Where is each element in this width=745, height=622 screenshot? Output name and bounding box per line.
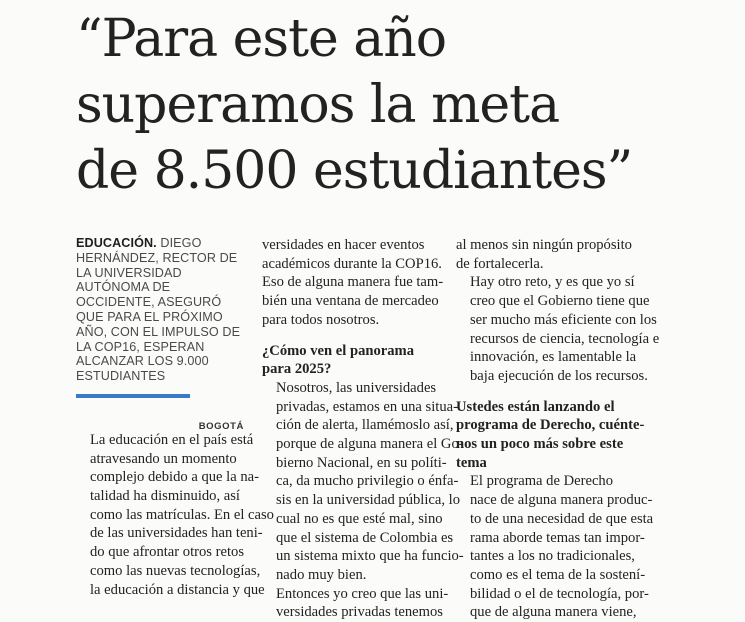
body-paragraph: [262, 585, 449, 622]
headline-line: de 8.500 estudiantes”: [76, 141, 633, 201]
text-line: ser mucho más eficiente con los: [470, 311, 657, 328]
text-line: versidades privadas tenemos: [276, 604, 443, 621]
text-line: cual no es que esté mal, sino: [276, 510, 443, 527]
text-line: al menos sin ningún propósito: [456, 237, 632, 253]
text-line: como las nuevas tecnologías,: [90, 562, 261, 579]
text-line: nado muy bien.: [276, 566, 367, 583]
lead-summary: [76, 236, 244, 384]
text-line: para todos nosotros.: [262, 311, 380, 328]
text-line: bilidad o el de tecnología, por-: [470, 585, 649, 602]
text-line: ca, da mucho privilegio o énfa-: [276, 473, 459, 490]
headline: [76, 6, 736, 204]
text-line: Entonces yo creo que las uni-: [276, 585, 449, 602]
text-line: creo que el Gobierno tiene que: [470, 293, 650, 310]
text-line: bierno Nacional, en su políti-: [276, 454, 447, 471]
text-line: sis en la universidad pública, lo: [276, 492, 461, 509]
text-line: como las matrículas. En el caso: [90, 506, 274, 523]
body-paragraph: [262, 379, 464, 585]
text-line: bién una ventana de mercadeo: [262, 293, 439, 310]
dateline: BOGOTÁ: [198, 420, 244, 432]
text-line: ción de alerta, llamémoslo así,: [276, 417, 454, 434]
text-line: la educación a distancia y que: [90, 581, 265, 598]
text-line: Eso de alguna manera fue tam-: [262, 274, 444, 291]
text-line: to de una necesidad de que esta: [470, 510, 654, 527]
text-line: privadas, estamos en una situa-: [276, 398, 458, 415]
lead-text: DIEGO HERNÁNDEZ, RECTOR DE LA UNIVERSIDAD AUTÓNOMA DE OCCIDENTE, ASEGURÓ QUE PARA EL PRÓXIMO AÑO, CON EL IMPULSO DE LA COP16, ESPERAN ALCANZAR LOS 9.000 ESTUDIANTES: [76, 236, 241, 384]
text-line: tantes a los no tradicionales,: [470, 548, 635, 565]
text-line: porque de alguna manera el Go-: [276, 436, 464, 453]
text-line: versidades en hacer eventos: [262, 237, 425, 253]
text-line: La educación en el país está: [90, 431, 254, 448]
text-line: un sistema mixto que ha funcio-: [276, 548, 464, 565]
accent-rule: [76, 394, 190, 398]
text-line: ¿Cómo ven el panorama: [262, 342, 415, 359]
text-line: El programa de Derecho: [470, 473, 614, 490]
text-line: Hay otro reto, y es que yo sí: [470, 274, 635, 291]
text-line: que de alguna manera viene,: [470, 604, 637, 621]
text-line: programa de Derecho, cuénte-: [456, 417, 645, 434]
text-line: de fortalecerla.: [456, 255, 544, 272]
body-paragraph: [456, 273, 660, 385]
interview-question: [456, 398, 645, 473]
text-line: Ustedes están lanzando el: [456, 398, 615, 415]
text-line: para 2025?: [262, 361, 332, 378]
text-line: rama aborde temas tan impor-: [470, 529, 645, 546]
text-line: académicos durante la COP16.: [262, 255, 442, 272]
lead-keyword: EDUCACIÓN.: [76, 236, 157, 250]
text-line: tema: [456, 454, 487, 471]
text-line: nace de alguna manera produc-: [470, 492, 653, 509]
headline-line: “Para este año: [76, 9, 447, 69]
text-line: Nosotros, las universidades: [276, 379, 437, 396]
text-line: como es el tema de la sostení-: [470, 566, 646, 583]
text-line: do que afrontar otros retos: [90, 544, 244, 561]
text-line: talidad ha disminuido, así: [90, 488, 240, 505]
column-3: [456, 236, 660, 622]
column-1: [76, 236, 274, 599]
headline-line: superamos la meta: [76, 75, 560, 135]
text-line: innovación, es lamentable la: [470, 349, 637, 366]
body-paragraph: [456, 472, 654, 622]
text-line: que el sistema de Colombia es: [276, 529, 454, 546]
interview-question: [262, 342, 440, 379]
body-paragraph: [76, 431, 274, 599]
text-line: baja ejecución de los recursos.: [470, 367, 648, 384]
body-paragraph: [456, 236, 636, 273]
text-line: nos un poco más sobre este: [456, 436, 624, 453]
text-line: complejo debido a que la na-: [90, 469, 259, 486]
body-paragraph: [262, 236, 444, 330]
text-line: atravesando un momento: [90, 450, 237, 467]
column-2: [262, 236, 464, 622]
text-line: de las universidades han teni-: [90, 525, 263, 542]
text-line: recursos de ciencia, tecnología e: [470, 330, 660, 347]
